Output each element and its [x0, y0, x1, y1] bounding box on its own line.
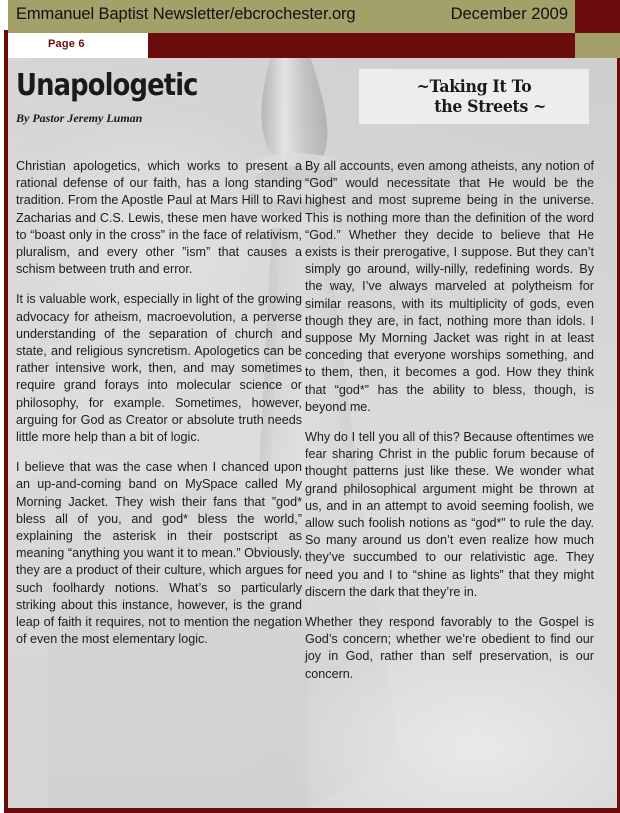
article-byline: By Pastor Jeremy Luman: [16, 110, 143, 125]
right-paragraph-3: Whether they respond favorably to the Gospel is God’s concern; whether we’re obedient to find our joy in God, rather than self preservation, is our concern.: [305, 615, 594, 681]
masthead-bar: [8, 0, 575, 33]
masthead-corner-block: [575, 0, 620, 33]
right-column: [305, 158, 602, 683]
left-paragraph-3: I believe that was the case when I chanced upon an up-and-coming band on MySpace called My Morning Jacket. They wish their fans that ”god* bless all of you, and god* bless the world,” explaining the asterisk in their postscript as meaning “anything you want it to mean.” Obviously, they are a product of their culture, which argues for such foolhardy notions. What’s so particularly striking about this instance, however, is the grand leap of faith it requires, not to mention the negation of even the most elementary logic.: [16, 460, 302, 647]
article-title: Unapologetic: [16, 68, 198, 103]
page-number-label: Page 6: [48, 38, 85, 50]
left-paragraph-1: Christian apologetics, which works to present a rational defense of our faith, has a long standing tradition. From the Apostle Paul at Mars Hill to Ravi Zacharias and C.S. Lewis, these men have worked to “boast only in the cross” in the face of relativism, pluralism, and every other ”ism” that causes a schism between truth and error.: [16, 159, 302, 277]
right-paragraph-2: Why do I tell you all of this? Because oftentimes we fear sharing Christ in the public forum because of thought patterns just like these. We wonder what grand philosophical argument might be thrown at us, and in an attempt to avoid seeming foolish, we allow such foolish notions as “god*” to rule the day. So many around us don’t even realize how much they’ve succumbed to our relativistic age. They need you and I to “shine as lights” that they might discern the dark that they’re in.: [305, 430, 594, 599]
article-background: [8, 58, 617, 808]
left-paragraph-2: It is valuable work, especially in light of the growing advocacy for atheism, macroevolution, a perverse understanding of the separation of church and state, and religious syncretism. Apologetics can be rather intensive work, then, and may sometimes require grand forays into molecular science or philosophy, for example. Sometimes, however, arguing for God as Creator or absolute truth needs little more help than a bit of logic.: [16, 292, 302, 445]
right-paragraph-1: By all accounts, even among atheists, any notion of “God” would necessitate that He would be the highest and most supreme being in the universe. This is nothing more than the definition of the word “God.” Whether they decide to believe that He exists is their prerogative, I suppose. But they can’t simply go around, willy-nilly, redefining words. By the way, I’ve always marveled at polytheism for similar reasons, with its multiplicity of gods, even though they are, in fact, nothing more than idols. I suppose My Morning Jacket was right in at least conceding that everyone worships something, and to them, then, it becomes a god. How they think that “god*” has the ability to bless, though, is beyond me.: [305, 159, 594, 414]
series-title-line-1: ~Taking It To: [416, 77, 532, 96]
accent-bar-olive: [575, 33, 620, 58]
accent-bar-red: [148, 33, 575, 58]
left-border-rule: [4, 30, 8, 813]
article-columns: [8, 158, 617, 683]
newsletter-title: Emmanuel Baptist Newsletter/ebcrochester.org: [16, 5, 356, 23]
left-column: [8, 158, 305, 683]
newsletter-date: December 2009: [450, 5, 568, 23]
series-title: [365, 77, 584, 118]
series-title-line-2: the Streets ~: [434, 97, 547, 117]
bottom-border-rule: [4, 808, 620, 813]
article-header: [16, 70, 227, 126]
